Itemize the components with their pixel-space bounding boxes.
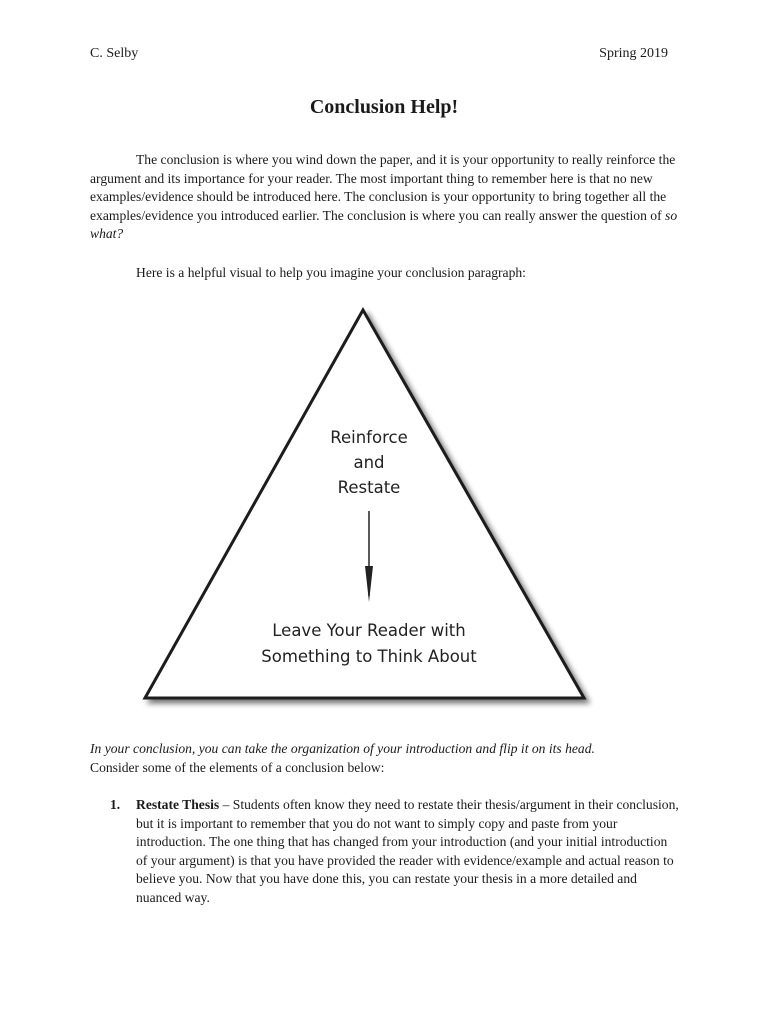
page-title: Conclusion Help! xyxy=(309,96,459,118)
elements-list xyxy=(110,796,680,907)
flip-italic-text: In your conclusion, you can take the organization of your introduction and flip it on its head. xyxy=(90,741,595,756)
top-text-line-1: Reinforce xyxy=(330,428,408,447)
list-item-separator: – xyxy=(219,797,233,812)
intro-paragraph xyxy=(90,151,680,244)
term-label: Spring 2019 xyxy=(599,46,668,61)
intro-emphasis: so what? xyxy=(90,207,678,241)
list-item-text: Students often know they need to restate their thesis/argument in their conclusion, but it is important to remember that you do not want to simply copy and paste from your introduction. The one thing that has changed from your introduction (and your initial introduction of your argument) is that you have provided the reader with evidence/example and actual reason to believe you. Now that you have done this, you can restate your thesis in a more detailed and nuanced way. xyxy=(136,797,679,905)
bottom-text-line-2: Something to Think About xyxy=(261,647,477,666)
flip-plain-text: Consider some of the elements of a conclusion below: xyxy=(90,759,385,775)
conclusion-triangle-diagram xyxy=(130,300,600,720)
list-item-number: 1. xyxy=(110,797,121,812)
top-text-line-2: and xyxy=(353,453,385,472)
author-name: C. Selby xyxy=(90,46,139,61)
top-text-line-3: Restate xyxy=(337,478,401,497)
bottom-text-line-1: Leave Your Reader with xyxy=(272,621,466,640)
list-item xyxy=(110,796,680,907)
list-item-title: Restate Thesis xyxy=(136,797,220,812)
visual-intro-paragraph: Here is a helpful visual to help you imagine your conclusion paragraph: xyxy=(136,265,526,280)
list-item-body xyxy=(136,796,680,907)
flip-paragraph xyxy=(90,740,680,777)
intro-text: The conclusion is where you wind down the paper, and it is your opportunity to really reinforce the argument and its importance for your reader. The most important thing to remember here is that no new examples/evidence should be introduced here. The conclusion is your opportunity to bring together all the examples/evidence you introduced earlier. The conclusion is where you can really answer the question of xyxy=(90,152,676,223)
